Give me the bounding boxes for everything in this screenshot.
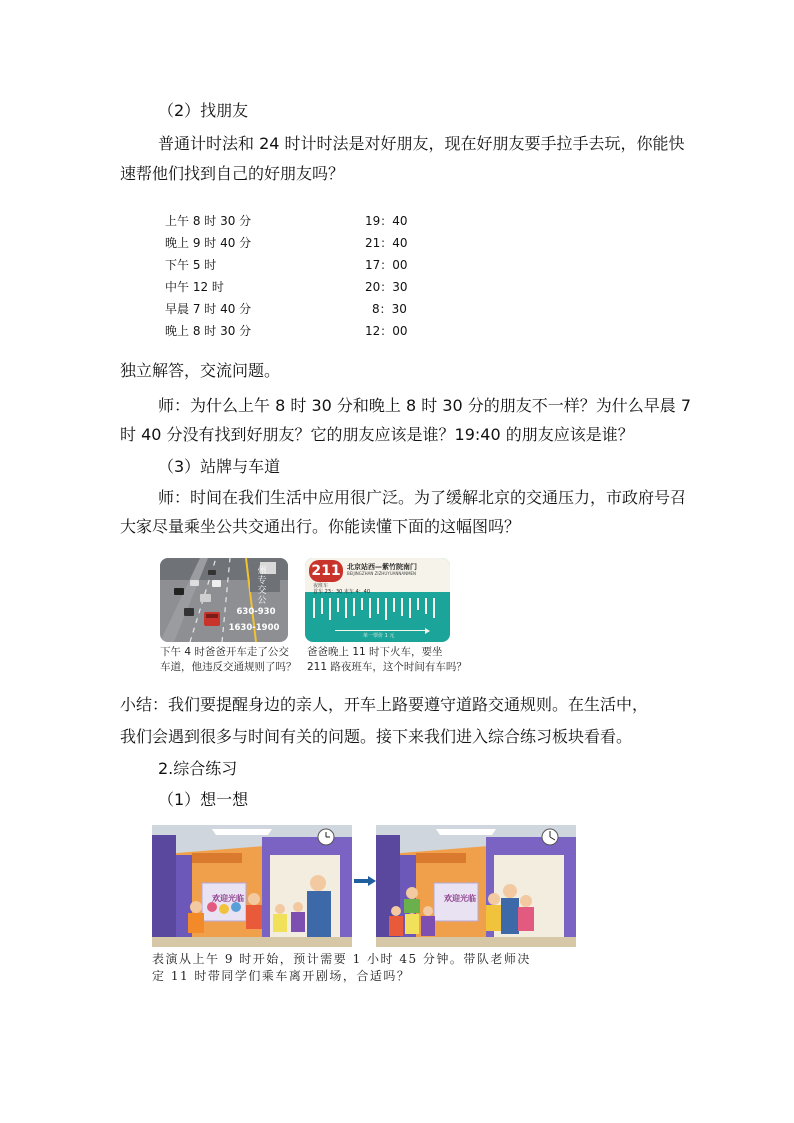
heading-practice: 2.综合练习 (158, 759, 238, 778)
pair-left: 晚上 9 时 40 分 (165, 236, 252, 250)
welcome-sign: 欢迎光临 (212, 894, 244, 903)
pair-row (165, 276, 425, 298)
teacher-question-1: 师：为什么上午 8 时 30 分和晚上 8 时 30 分的朋友不一样？为什么早晨 7 (158, 396, 692, 415)
pair-right: 12：00 (365, 324, 408, 338)
solve-instruction: 独立解答，交流问题。 (120, 361, 281, 380)
practice-caption-2: 定 11 时带同学们乘车离开剧场，合适吗？ (152, 969, 411, 983)
theater-scene-before (152, 825, 352, 947)
service-times: 首车 23：30 末车 4：40 (313, 589, 371, 595)
summary-line-1: 小结：我们要提醒身边的亲人，开车上路要遵守道路交通规则。在生活中， (120, 695, 649, 714)
bus-lane-photo (160, 558, 288, 642)
bus-lane-time-1: 630-930 (236, 607, 276, 617)
section3-line-1: 师：时间在我们生活中应用很广泛。为了缓解北京的交通压力，市政府号召 (158, 488, 687, 507)
bus-lane-time-2: 1630-1900 (228, 623, 280, 633)
pair-left: 晚上 8 时 30 分 (165, 324, 252, 338)
fare-text: 单一票价 1 元 (363, 633, 395, 639)
pair-right: 8：30 (372, 302, 407, 316)
pair-right: 19：40 (365, 214, 408, 228)
intro-line-2: 速帮他们找到自己的好朋友吗？ (120, 164, 345, 183)
bus-stop-caption-1: 爸爸晚上 11 时下火车，要坐 (307, 646, 443, 658)
bus-lane-sign: 州 专 交 公 (257, 566, 267, 606)
pair-left: 早晨 7 时 40 分 (165, 302, 252, 316)
pair-left: 下午 5 时 (165, 258, 217, 272)
stops-list-graphic (311, 596, 445, 626)
heading-think: （1）想一想 (158, 790, 249, 809)
pair-row (165, 210, 425, 232)
route-number-badge: 211 (309, 560, 343, 582)
pair-row (165, 254, 425, 276)
intro-line-1: 普通计时法和 24 时计时法是对好朋友，现在好朋友要手拉手去玩，你能快 (158, 134, 685, 153)
summary-line-2: 我们会遇到很多与时间有关的问题。接下来我们进入综合练习板块看看。 (120, 727, 633, 746)
bus-lane-caption-1: 下午 4 时爸爸开车走了公交 (160, 646, 289, 658)
pair-row (165, 232, 425, 254)
route-sub: 夜班车 (313, 583, 329, 589)
theater-scene-after (376, 825, 576, 947)
pair-left: 上午 8 时 30 分 (165, 214, 252, 228)
practice-caption-1: 表演从上午 9 时开始，预计需要 1 小时 45 分钟。带队老师决 (152, 952, 531, 966)
heading-bus-stop: （3）站牌与车道 (158, 457, 281, 476)
bus-lane-caption-2: 车道，他违反交通规则了吗？ (160, 661, 297, 673)
section3-line-2: 大家尽量乘坐公共交通出行。你能读懂下面的这幅图吗？ (120, 517, 521, 536)
welcome-sign: 欢迎光临 (444, 894, 476, 903)
pair-row (165, 298, 425, 320)
pair-right: 21：40 (365, 236, 408, 250)
teacher-question-2: 时 40 分没有找到好朋友？它的朋友应该是谁？19:40 的朋友应该是谁？ (120, 425, 634, 444)
time-pairs-list (165, 210, 425, 342)
stops-title: 北京站西—紫竹院南门 (347, 563, 417, 571)
pair-right: 17：00 (365, 258, 408, 272)
pair-right: 20：30 (365, 280, 408, 294)
bus-stop-caption-2: 211 路夜班车，这个时间有车吗？ (307, 661, 467, 673)
pair-left: 中午 12 时 (165, 280, 224, 294)
pair-row (165, 320, 425, 342)
arrow-right-icon (354, 876, 376, 886)
direction-arrow-icon (425, 628, 430, 634)
stops-sub: BEIJINGZHAN ZIZHUYUANNANMEN (347, 571, 417, 576)
bus-stop-sign (305, 558, 450, 642)
heading-find-friends: （2）找朋友 (158, 101, 249, 120)
